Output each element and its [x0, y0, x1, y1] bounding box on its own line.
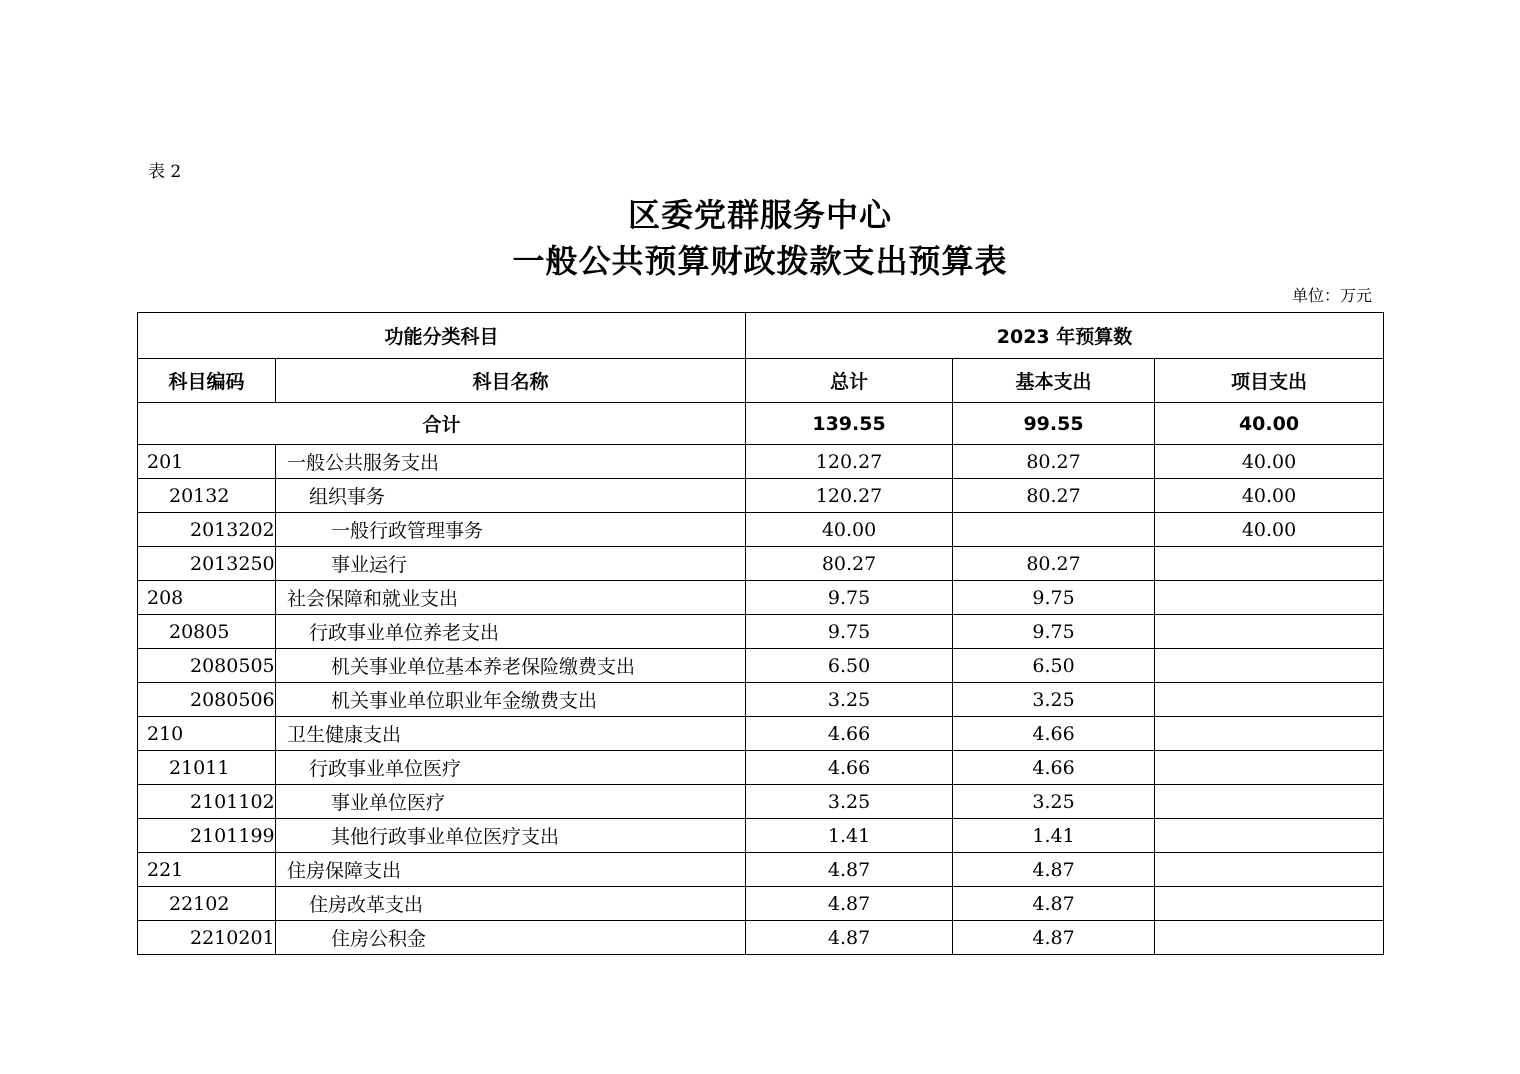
- row-basic: 3.25: [953, 785, 1155, 819]
- header-name: 科目名称: [276, 359, 746, 403]
- row-project: [1155, 649, 1384, 683]
- table-row: [138, 683, 1384, 717]
- row-basic: 4.66: [953, 717, 1155, 751]
- total-row: [138, 403, 1384, 445]
- row-basic: 3.25: [953, 683, 1155, 717]
- total-project: 40.00: [1155, 403, 1384, 445]
- row-project: [1155, 547, 1384, 581]
- row-basic: 4.87: [953, 853, 1155, 887]
- row-total: 4.87: [746, 921, 953, 955]
- table-row: [138, 445, 1384, 479]
- row-total: 6.50: [746, 649, 953, 683]
- row-code: 201: [138, 445, 276, 479]
- row-project: 40.00: [1155, 479, 1384, 513]
- row-project: 40.00: [1155, 445, 1384, 479]
- row-name: 一般公共服务支出: [276, 445, 746, 479]
- row-code: 2210201: [138, 921, 276, 955]
- row-code: 2101199: [138, 819, 276, 853]
- row-name: 一般行政管理事务: [276, 513, 746, 547]
- row-project: [1155, 785, 1384, 819]
- row-basic: 4.87: [953, 887, 1155, 921]
- row-project: [1155, 921, 1384, 955]
- row-code: 20805: [138, 615, 276, 649]
- row-project: 40.00: [1155, 513, 1384, 547]
- table-row: [138, 785, 1384, 819]
- row-code: 21011: [138, 751, 276, 785]
- header-project: 项目支出: [1155, 359, 1384, 403]
- table-row: [138, 751, 1384, 785]
- row-code: 22102: [138, 887, 276, 921]
- row-name: 行政事业单位医疗: [276, 751, 746, 785]
- row-total: 3.25: [746, 683, 953, 717]
- row-total: 9.75: [746, 581, 953, 615]
- row-code: 2013202: [138, 513, 276, 547]
- row-basic: 9.75: [953, 581, 1155, 615]
- row-name: 住房公积金: [276, 921, 746, 955]
- header-budget-group: 2023 年预算数: [746, 313, 1384, 359]
- budget-table: [137, 312, 1384, 955]
- row-code: 221: [138, 853, 276, 887]
- row-code: 2101102: [138, 785, 276, 819]
- row-code: 210: [138, 717, 276, 751]
- table-row: [138, 513, 1384, 547]
- row-code: 20132: [138, 479, 276, 513]
- row-basic: 4.87: [953, 921, 1155, 955]
- row-name: 机关事业单位职业年金缴费支出: [276, 683, 746, 717]
- row-total: 4.66: [746, 717, 953, 751]
- document-subtitle: 一般公共预算财政拨款支出预算表: [512, 242, 1008, 280]
- row-name: 机关事业单位基本养老保险缴费支出: [276, 649, 746, 683]
- row-total: 9.75: [746, 615, 953, 649]
- row-name: 社会保障和就业支出: [276, 581, 746, 615]
- row-total: 80.27: [746, 547, 953, 581]
- row-name: 组织事务: [276, 479, 746, 513]
- row-total: 3.25: [746, 785, 953, 819]
- row-name: 其他行政事业单位医疗支出: [276, 819, 746, 853]
- table-row: [138, 717, 1384, 751]
- row-code: 208: [138, 581, 276, 615]
- header-basic: 基本支出: [953, 359, 1155, 403]
- row-total: 4.87: [746, 853, 953, 887]
- row-total: 120.27: [746, 445, 953, 479]
- unit-label: 单位：万元: [1291, 286, 1372, 305]
- table-row: [138, 615, 1384, 649]
- header-code: 科目编码: [138, 359, 276, 403]
- table-row: [138, 479, 1384, 513]
- row-basic: 4.66: [953, 751, 1155, 785]
- row-basic: 80.27: [953, 479, 1155, 513]
- row-basic: 1.41: [953, 819, 1155, 853]
- row-name: 住房改革支出: [276, 887, 746, 921]
- row-total: 40.00: [746, 513, 953, 547]
- row-code: 2080505: [138, 649, 276, 683]
- row-project: [1155, 581, 1384, 615]
- row-code: 2013250: [138, 547, 276, 581]
- row-name: 事业运行: [276, 547, 746, 581]
- table-row: [138, 921, 1384, 955]
- row-project: [1155, 717, 1384, 751]
- table-number-label: 表 2: [148, 162, 182, 182]
- row-total: 120.27: [746, 479, 953, 513]
- row-total: 4.87: [746, 887, 953, 921]
- row-project: [1155, 853, 1384, 887]
- header-total: 总计: [746, 359, 953, 403]
- total-basic: 99.55: [953, 403, 1155, 445]
- row-project: [1155, 887, 1384, 921]
- row-basic: 6.50: [953, 649, 1155, 683]
- table-row: [138, 649, 1384, 683]
- total-label: 合计: [138, 403, 746, 445]
- row-name: 卫生健康支出: [276, 717, 746, 751]
- row-project: [1155, 819, 1384, 853]
- row-name: 行政事业单位养老支出: [276, 615, 746, 649]
- table-row: [138, 887, 1384, 921]
- row-basic: 9.75: [953, 615, 1155, 649]
- row-basic: 80.27: [953, 445, 1155, 479]
- header-row-group: [138, 313, 1384, 359]
- table-row: [138, 819, 1384, 853]
- row-code: 2080506: [138, 683, 276, 717]
- table-row: [138, 581, 1384, 615]
- row-basic: 80.27: [953, 547, 1155, 581]
- table-row: [138, 853, 1384, 887]
- table-row: [138, 547, 1384, 581]
- row-total: 4.66: [746, 751, 953, 785]
- document-title: 区委党群服务中心: [627, 196, 892, 234]
- row-project: [1155, 751, 1384, 785]
- row-total: 1.41: [746, 819, 953, 853]
- row-project: [1155, 683, 1384, 717]
- table-body: [138, 403, 1384, 955]
- total-amount: 139.55: [746, 403, 953, 445]
- header-function-group: 功能分类科目: [138, 313, 746, 359]
- row-project: [1155, 615, 1384, 649]
- header-row-columns: [138, 359, 1384, 403]
- row-name: 事业单位医疗: [276, 785, 746, 819]
- row-basic: [953, 513, 1155, 547]
- row-name: 住房保障支出: [276, 853, 746, 887]
